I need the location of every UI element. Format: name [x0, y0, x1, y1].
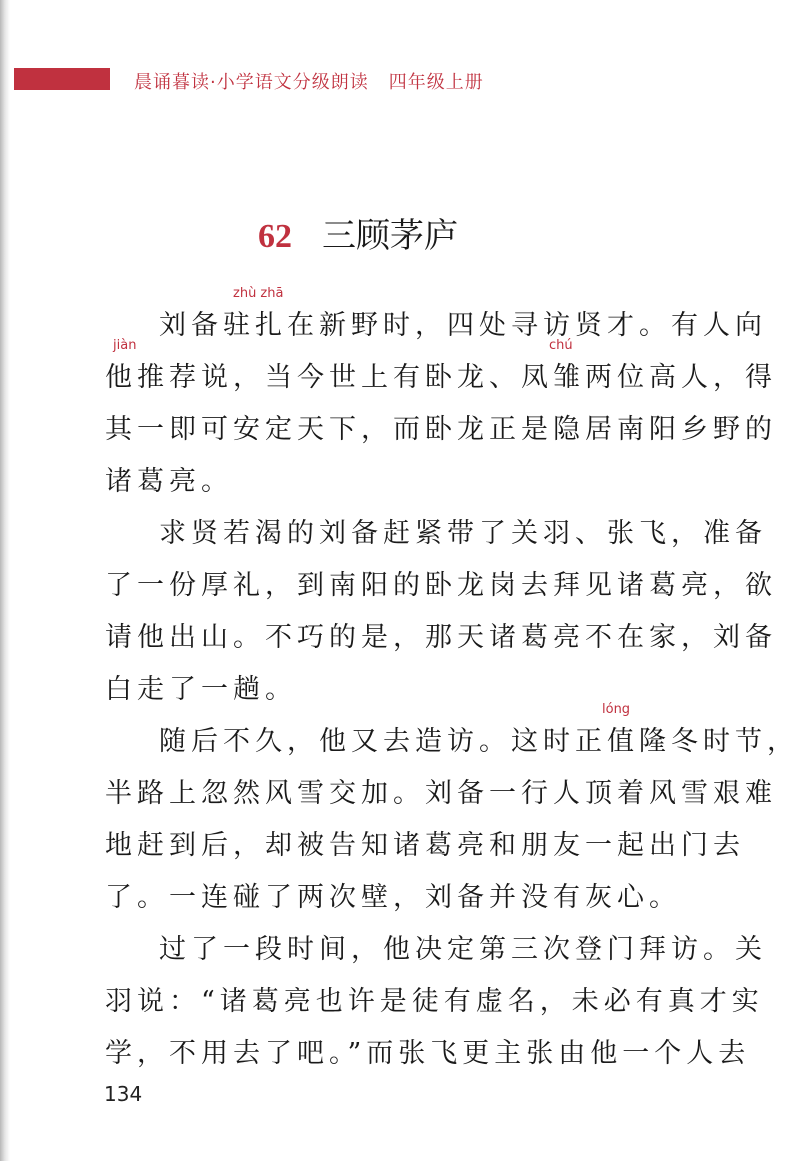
page-number: 134: [104, 1082, 143, 1106]
header-volume: 四年级上册: [388, 72, 484, 93]
text-line: 羽说：“诸葛亮也许是徒有虚名，未必有真才实: [105, 986, 764, 1017]
text-line: 诸葛亮。: [105, 466, 233, 497]
pinyin-annotation: chú: [549, 338, 573, 353]
text-line: 半路上忽然风雪交加。刘备一行人顶着风雪艰难: [105, 778, 777, 809]
text-line: 刘备驻扎在新野时，四处寻访贤才。有人向: [159, 310, 767, 341]
chapter-title: [258, 208, 458, 257]
pinyin-annotation: zhù zhā: [233, 286, 284, 301]
text-line: 学，不用去了吧。”而张飞更主张由他一个人去: [105, 1038, 751, 1069]
text-line: 了一份厚礼，到南阳的卧龙岗去拜见诸葛亮，欲: [105, 570, 777, 601]
text-line: 白走了一趟。: [105, 674, 297, 705]
text-line: 求贤若渴的刘备赶紧带了关羽、张飞，准备: [159, 518, 767, 549]
running-header: [134, 68, 484, 94]
text-line: 随后不久，他又去造访。这时正值隆冬时节，: [159, 726, 799, 757]
header-series: 晨诵暮读·小学语文分级朗读: [134, 72, 369, 93]
header-color-bar: [14, 68, 110, 90]
text-line: 了。一连碰了两次壁，刘备并没有灰心。: [105, 882, 681, 913]
pinyin-annotation: jiàn: [113, 338, 137, 353]
text-line: 请他出山。不巧的是，那天诸葛亮不在家，刘备: [105, 622, 777, 653]
text-line: 过了一段时间，他决定第三次登门拜访。关: [159, 934, 767, 965]
text-line: 其一即可安定天下，而卧龙正是隐居南阳乡野的: [105, 414, 777, 445]
page-edge-shadow: [0, 0, 10, 1161]
text-line: 地赶到后，却被告知诸葛亮和朋友一起出门去: [105, 830, 745, 861]
text-line: 他推荐说，当今世上有卧龙、凤雏两位高人，得: [105, 362, 777, 393]
chapter-number: 62: [258, 218, 292, 255]
pinyin-annotation: lóng: [602, 702, 631, 717]
chapter-name: 三顾茅庐: [322, 216, 458, 256]
